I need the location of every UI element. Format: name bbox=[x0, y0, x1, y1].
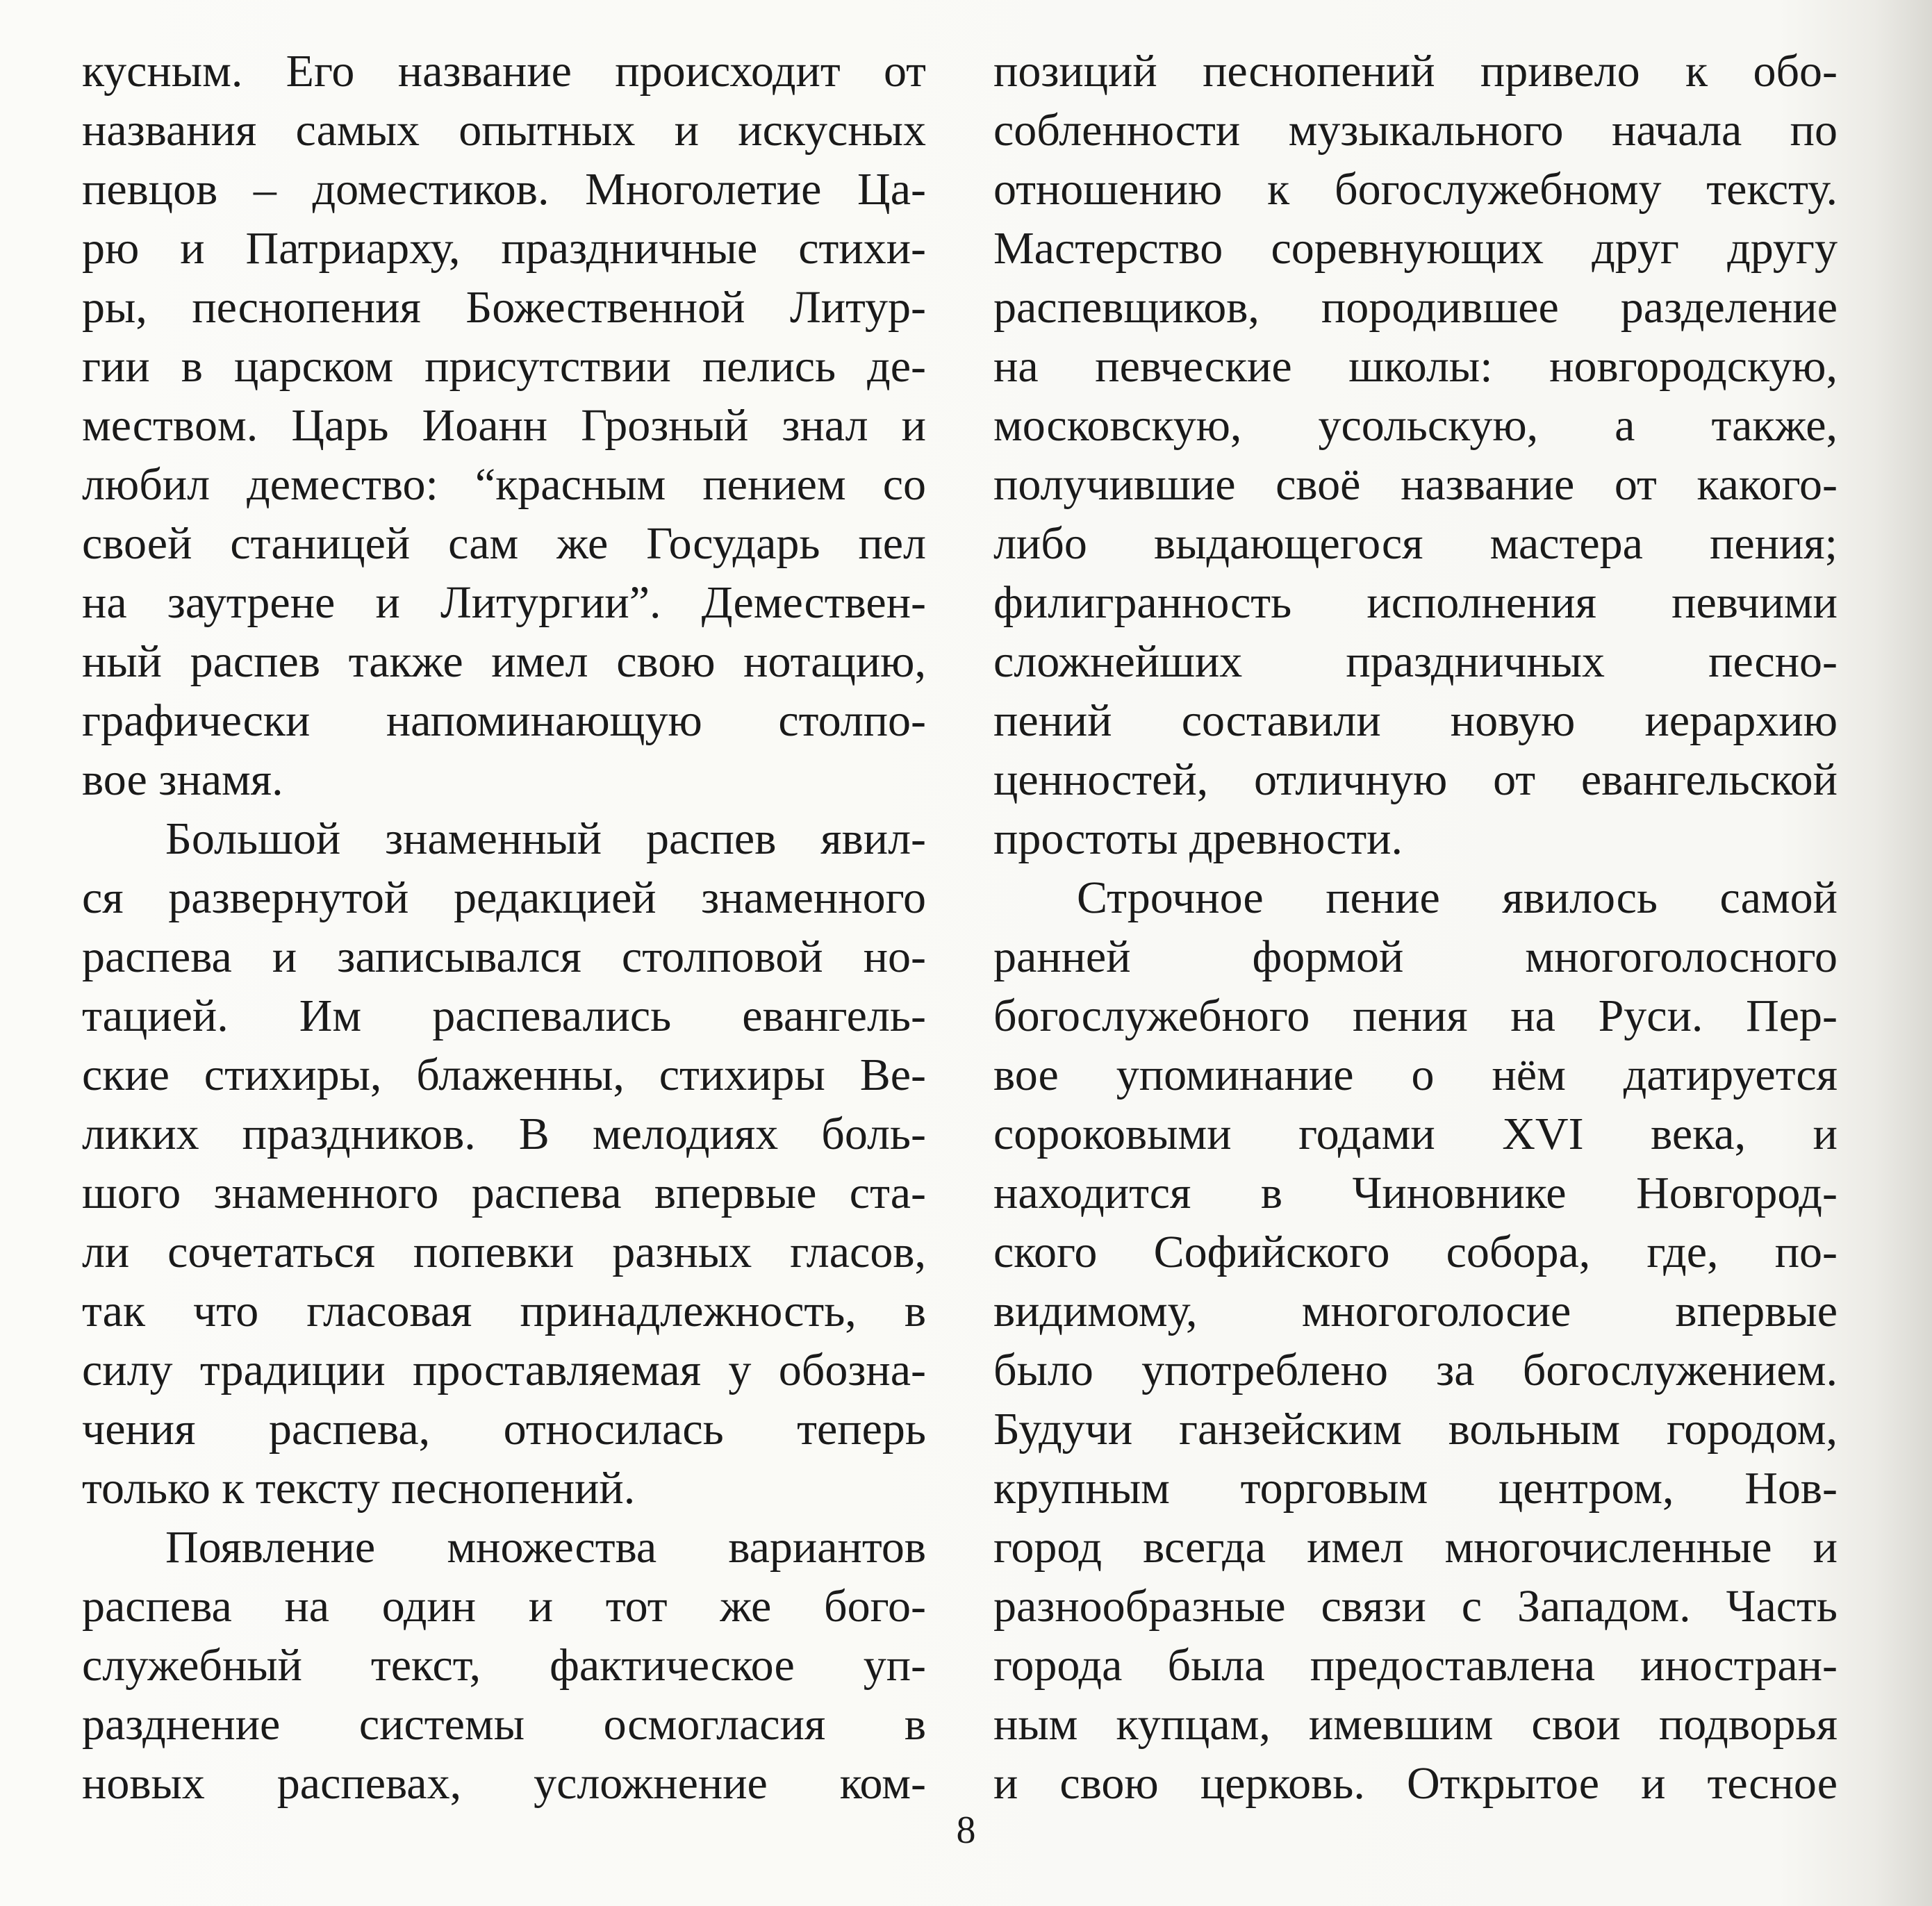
text-line: распевщиков, породившее разделение bbox=[993, 282, 1838, 333]
text-line: разднение системы осмогласия в bbox=[82, 1699, 926, 1750]
text-line: шого знаменного распева впервые ста- bbox=[82, 1168, 926, 1218]
text-line: позиций песнопений привело к обо- bbox=[993, 46, 1838, 97]
text-line: московскую, усольскую, а также, bbox=[993, 400, 1838, 451]
text-line: богослужебного пения на Руси. Пер- bbox=[993, 991, 1838, 1041]
text-line: силу традиции проставляемая у обозна- bbox=[82, 1345, 926, 1395]
text-line: Строчное пение явилось самой bbox=[1077, 872, 1838, 923]
text-line: ры, песнопения Божественной Литур- bbox=[82, 282, 926, 333]
text-line: любил демество: “красным пением со bbox=[82, 459, 926, 510]
text-line: города была предоставлена иностран- bbox=[993, 1640, 1838, 1691]
text-line: ли сочетаться попевки разных гласов, bbox=[82, 1227, 926, 1277]
text-line: рю и Патриарху, праздничные стихи- bbox=[82, 223, 926, 274]
text-line: город всегда имел многочисленные и bbox=[993, 1522, 1838, 1573]
text-line: тацией. Им распевались евангель- bbox=[82, 991, 926, 1041]
text-line: видимому, многоголосие впервые bbox=[993, 1286, 1838, 1336]
text-line: собленности музыкального начала по bbox=[993, 105, 1838, 156]
text-line: Появление множества вариантов bbox=[165, 1522, 926, 1573]
text-line: сороковыми годами XVI века, и bbox=[993, 1109, 1838, 1159]
text-line: получившие своё название от какого- bbox=[993, 459, 1838, 510]
text-line: новых распевах, усложнение ком- bbox=[82, 1758, 926, 1809]
text-line: своей станицей сам же Государь пел bbox=[82, 518, 926, 569]
text-line: чения распева, относилась теперь bbox=[82, 1404, 926, 1455]
text-line: филигранность исполнения певчими bbox=[993, 577, 1838, 628]
text-line: пений составили новую иерархию bbox=[993, 695, 1838, 746]
text-line: служебный текст, фактическое уп- bbox=[82, 1640, 926, 1691]
text-line: либо выдающегося мастера пения; bbox=[993, 518, 1838, 569]
text-line: распева и записывался столповой но- bbox=[82, 931, 926, 982]
text-line: ным купцам, имевшим свои подворья bbox=[993, 1699, 1838, 1750]
text-line: ся развернутой редакцией знаменного bbox=[82, 872, 926, 923]
text-line: ского Софийского собора, где, по- bbox=[993, 1227, 1838, 1277]
text-line: на заутрене и Литургии”. Демествен- bbox=[82, 577, 926, 628]
text-line: было употреблено за богослужением. bbox=[993, 1345, 1838, 1395]
text-line: Мастерство соревнующих друг другу bbox=[993, 223, 1838, 274]
text-line: только к тексту песнопений. bbox=[82, 1463, 636, 1514]
text-line: на певческие школы: новгородскую, bbox=[993, 341, 1838, 392]
text-line: Большой знаменный распев явил- bbox=[165, 813, 926, 864]
text-line: вое упоминание о нём датируется bbox=[993, 1050, 1838, 1100]
text-line: ценностей, отличную от евангельской bbox=[993, 754, 1838, 805]
text-line: Будучи ганзейским вольным городом, bbox=[993, 1404, 1838, 1455]
text-line: разнообразные связи с Западом. Часть bbox=[993, 1581, 1838, 1632]
text-line: так что гласовая принадлежность, в bbox=[82, 1286, 926, 1336]
text-line: ранней формой многоголосного bbox=[993, 931, 1838, 982]
right-column bbox=[993, 42, 1838, 1813]
text-line: отношению к богослужебному тексту. bbox=[993, 164, 1838, 215]
text-line: графически напоминающую столпо- bbox=[82, 695, 926, 746]
text-line: мествoм. Царь Иоанн Грозный знал и bbox=[82, 400, 926, 451]
text-line: ликих праздников. В мелодиях боль- bbox=[82, 1109, 926, 1159]
text-line: ские стихиры, блаженны, стихиры Ве- bbox=[82, 1050, 926, 1100]
text-line: певцов – доместиков. Многолетие Ца- bbox=[82, 164, 926, 215]
text-line: ный распев также имел свою нотацию, bbox=[82, 636, 926, 687]
text-line: распева на один и тот же бого- bbox=[82, 1581, 926, 1632]
text-line: и свою церковь. Открытое и тесное bbox=[993, 1758, 1838, 1809]
text-line: названия самых опытных и искусных bbox=[82, 105, 926, 156]
text-line: крупным торговым центром, Нов- bbox=[993, 1463, 1838, 1514]
text-line: вое знамя. bbox=[82, 754, 283, 805]
text-line: кусным. Его название происходит от bbox=[82, 46, 926, 97]
text-line: простоты древности. bbox=[993, 813, 1403, 864]
left-column bbox=[82, 42, 926, 1813]
text-line: гии в царском присутствии пелись де- bbox=[82, 341, 926, 392]
page-number: 8 bbox=[956, 1809, 976, 1852]
text-line: находится в Чиновнике Новгород- bbox=[993, 1168, 1838, 1218]
text-line: сложнейших праздничных песно- bbox=[993, 636, 1838, 687]
